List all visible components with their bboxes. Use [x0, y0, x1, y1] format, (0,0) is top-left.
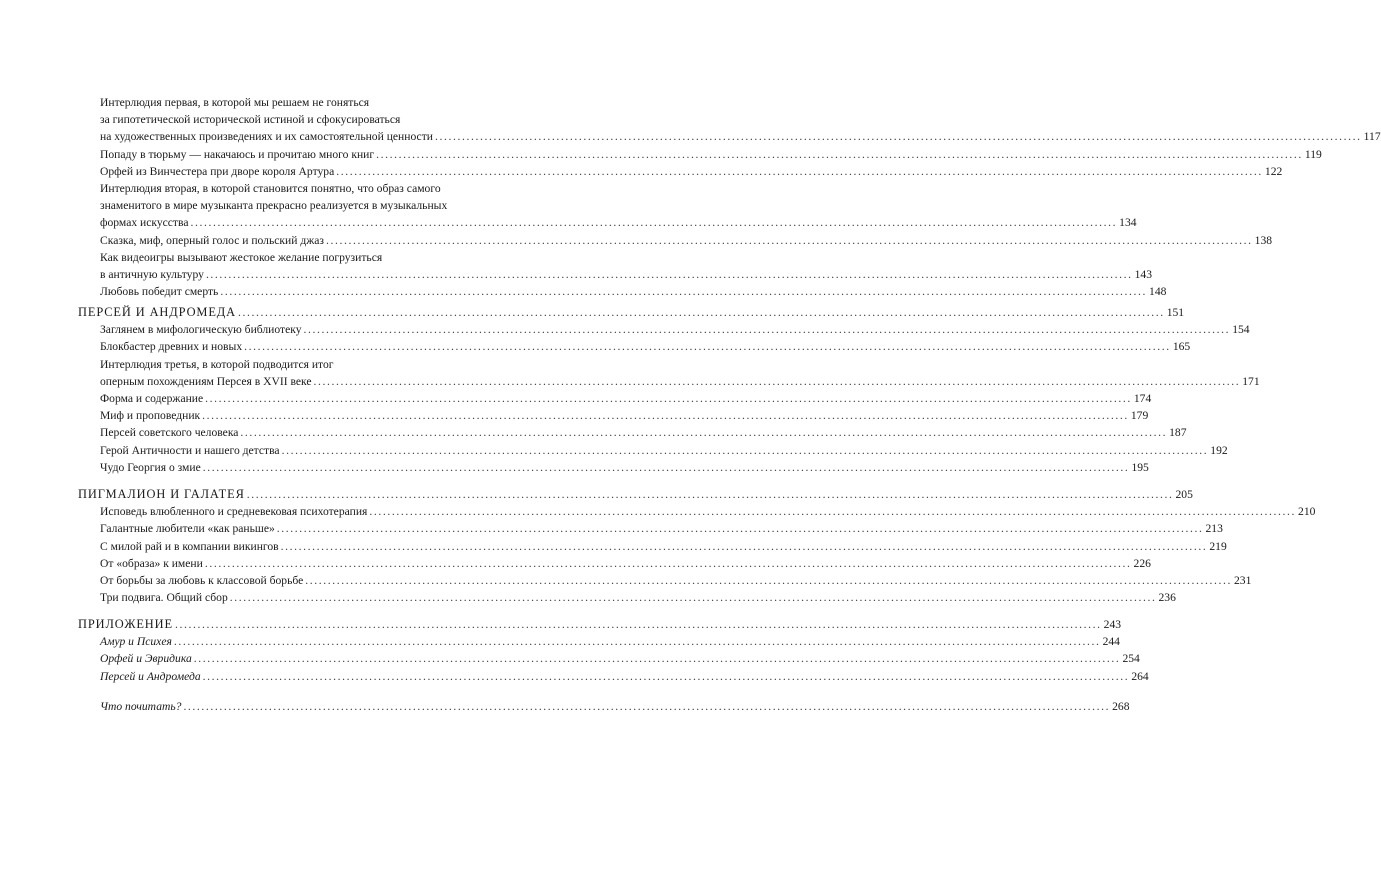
toc-entry — [78, 128, 1381, 145]
toc-entry-title: Чудо Георгия о змие — [100, 460, 201, 474]
toc-entry-title: за гипотетической исторической истиной и сфокусироваться — [100, 113, 401, 127]
toc-entry-title: Как видеоигры вызывают жестокое желание погрузиться — [100, 250, 383, 264]
toc-entry — [78, 650, 1140, 667]
dot-leader — [277, 520, 1204, 537]
dot-leader — [175, 616, 1102, 633]
dot-leader — [281, 538, 1208, 555]
toc-entry — [78, 555, 1151, 572]
toc-entry-title: Что почитать? — [100, 700, 182, 713]
toc-entry-title-line — [78, 249, 496, 266]
toc-section-title: ПЕРСЕЙ И АНДРОМЕДА — [78, 305, 237, 319]
toc-page-number: 213 — [1205, 522, 1223, 536]
toc-entry — [78, 633, 1120, 650]
toc-page-number: 154 — [1232, 323, 1250, 337]
toc-entry-title: в античную культуру — [100, 267, 204, 281]
toc-entry — [78, 698, 1130, 715]
dot-leader — [220, 283, 1147, 300]
toc-entry-title: Три подвига. Общий сбор — [100, 591, 228, 605]
toc-page-number: 179 — [1130, 409, 1149, 423]
toc-group-pygmalion — [78, 486, 1316, 606]
toc-entry-title: Интерлюдия вторая, в которой становится понятно, что образ самого — [100, 181, 441, 195]
toc-page-number: 143 — [1134, 267, 1153, 281]
dot-leader — [244, 338, 1171, 355]
toc-page-number: 210 — [1298, 505, 1316, 519]
toc-entry — [78, 538, 1227, 555]
toc-entry — [78, 668, 1149, 685]
toc-page-number: 122 — [1264, 164, 1283, 178]
toc-entry — [78, 283, 1167, 300]
toc-entry-title: Исповедь влюбленного и средневековая психотерапия — [100, 505, 368, 519]
toc-page-number: 236 — [1158, 591, 1176, 605]
dot-leader — [326, 232, 1253, 249]
toc-entry — [78, 520, 1223, 537]
toc-entry-title: От «образа» к имени — [100, 556, 203, 570]
toc-entry-title-line — [78, 94, 496, 111]
toc-section-entry — [78, 616, 1122, 633]
toc-entry — [78, 390, 1152, 407]
dot-leader — [282, 442, 1209, 459]
toc-page-number: 264 — [1131, 669, 1149, 683]
toc-page-number: 151 — [1166, 306, 1185, 319]
toc-entry — [78, 266, 1153, 283]
toc-entry-title: Попаду в тюрьму — накачаюсь и прочитаю много книг — [100, 147, 375, 161]
toc-entry-title: Персей и Андромеда — [100, 669, 201, 683]
toc-entry-title-line — [78, 180, 496, 197]
toc-section-entry — [78, 486, 1193, 503]
toc-entry — [78, 338, 1191, 355]
toc-section-title: ПРИЛОЖЕНИЕ — [78, 617, 173, 631]
toc-entry-title: Заглянем в мифологическую библиотеку — [100, 323, 302, 337]
toc-entry-title: Блокбастер древних и новых — [100, 340, 243, 354]
toc-entry — [78, 589, 1176, 606]
toc-entry-title: оперным похождениям Персея в XVII веке — [100, 374, 312, 388]
dot-leader — [230, 589, 1157, 606]
toc-page-number: 231 — [1233, 573, 1252, 587]
toc-entry-title: Интерлюдия первая, в которой мы решаем не гоняться — [100, 96, 370, 109]
dot-leader — [205, 390, 1132, 407]
toc-entry — [78, 424, 1187, 441]
toc-page-number: 243 — [1103, 618, 1122, 631]
toc-entry-title: Орфей и Эвридика — [100, 652, 192, 666]
toc-entry — [78, 407, 1149, 424]
toc-entry-title: От борьбы за любовь к классовой борьбе — [100, 573, 304, 587]
dot-leader — [238, 304, 1165, 321]
toc-page-number: 187 — [1169, 426, 1187, 440]
dot-leader — [305, 572, 1232, 589]
toc-page-number: 244 — [1102, 635, 1120, 649]
toc-group-orpheus-continued — [78, 94, 1381, 300]
dot-leader — [194, 650, 1121, 667]
dot-leader — [304, 321, 1231, 338]
toc-entry-title: знаменитого в мире музыканта прекрасно реализуется в музыкальных — [100, 199, 448, 213]
toc-entry-title: С милой рай и в компании викингов — [100, 539, 279, 553]
dot-leader — [202, 407, 1129, 424]
toc-entry-title: Интерлюдия третья, в которой подводится итог — [100, 357, 334, 371]
toc-group-appendix — [78, 616, 1149, 685]
toc-entry-title: на художественных произведениях и их самостоятельной ценности — [100, 130, 433, 144]
toc-page-number: 254 — [1122, 652, 1140, 666]
dot-leader — [369, 503, 1296, 520]
toc-entry — [78, 163, 1283, 180]
toc-entry-title: Персей советского человека — [100, 426, 239, 440]
toc-group-reading — [78, 698, 1130, 715]
toc-entry-title: Амур и Психея — [100, 635, 172, 649]
toc-section-entry — [78, 304, 1185, 321]
toc-entry — [78, 373, 1260, 390]
dot-leader — [174, 633, 1101, 650]
dot-leader — [206, 266, 1133, 283]
toc-page-number: 174 — [1133, 391, 1152, 405]
toc-entry-title: формах искусства — [100, 216, 189, 230]
toc-page-number: 119 — [1304, 147, 1322, 161]
toc-page-number: 148 — [1149, 285, 1167, 299]
dot-leader — [203, 459, 1130, 476]
toc-entry-title: Миф и проповедник — [100, 409, 201, 423]
toc-page-number: 117 — [1363, 130, 1381, 144]
toc-page-number: 226 — [1133, 556, 1151, 570]
dot-leader — [183, 698, 1110, 715]
toc-entry — [78, 572, 1252, 589]
toc-page-number: 134 — [1119, 216, 1137, 230]
toc-page-number: 138 — [1254, 233, 1273, 247]
dot-leader — [190, 214, 1117, 231]
toc-page-number: 171 — [1242, 374, 1260, 388]
toc-entry — [78, 232, 1273, 249]
toc-entry — [78, 503, 1316, 520]
toc-entry-title-line — [78, 356, 496, 373]
dot-leader — [247, 486, 1174, 503]
toc-page-number: 268 — [1112, 700, 1130, 713]
dot-leader — [205, 555, 1132, 572]
toc-entry — [78, 321, 1250, 338]
toc-entry-title-line — [78, 197, 496, 214]
toc-group-perseus — [78, 304, 1260, 476]
dot-leader — [376, 146, 1303, 163]
toc-entry — [78, 442, 1228, 459]
dot-leader — [435, 128, 1362, 145]
toc-entry — [78, 146, 1322, 163]
toc-entry-title: Форма и содержание — [100, 391, 204, 405]
dot-leader — [240, 424, 1167, 441]
toc-page-number: 219 — [1209, 539, 1227, 553]
dot-leader — [314, 373, 1241, 390]
toc-entry-title: Герой Античности и нашего детства — [100, 443, 280, 457]
toc-section-title: ПИГМАЛИОН И ГАЛАТЕЯ — [78, 487, 245, 501]
toc-entry — [78, 214, 1137, 231]
toc-page-number: 195 — [1131, 460, 1149, 474]
toc-entry-title: Сказка, миф, оперный голос и польский джаз — [100, 233, 324, 247]
dot-leader — [336, 163, 1263, 180]
toc-entry-title: Галантные любители «как раньше» — [100, 522, 275, 536]
toc-entry-title-line — [78, 111, 496, 128]
toc-page-number: 205 — [1175, 488, 1193, 501]
toc-page-number: 165 — [1172, 340, 1191, 354]
toc-entry-title: Любовь победит смерть — [100, 285, 219, 299]
toc-entry-title: Орфей из Винчестера при дворе короля Артура — [100, 164, 335, 178]
toc-page-number: 192 — [1210, 443, 1228, 457]
dot-leader — [203, 668, 1130, 685]
toc-entry — [78, 459, 1149, 476]
